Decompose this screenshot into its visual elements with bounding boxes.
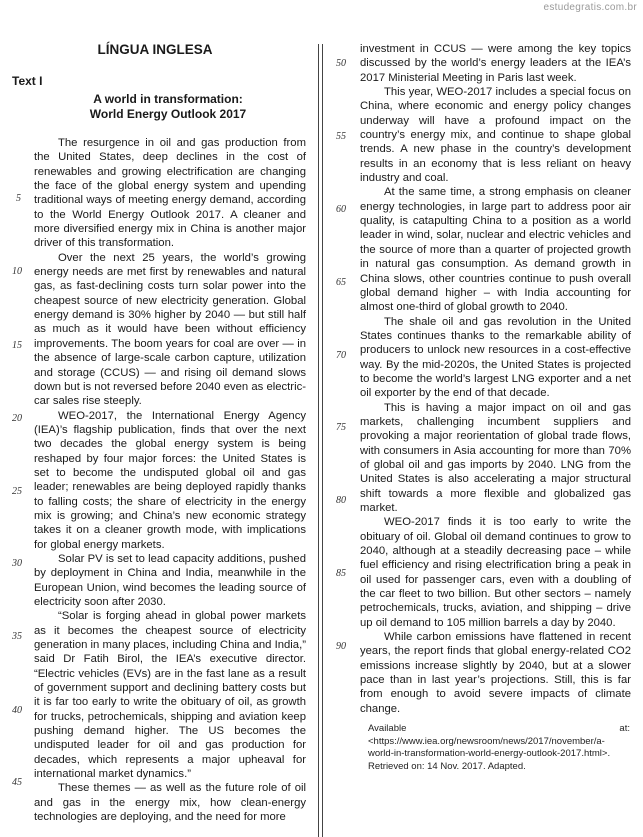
line-number: 60 (336, 204, 346, 215)
paragraph: Solar PV is set to lead capacity additions, pushed by deployment in China and India, meanwhile in the European Union, wind becomes the leading source of electricity soon after 2030. (34, 552, 306, 608)
paragraph: WEO-2017 finds it is too early to write the obituary of oil. Global oil demand continues to grow to 2040, although at a steadily decreasing pace – while fuel efficiency and rising electrification bring a peak in oil used for passenger cars, even with a doubling of the car fleet to two billion. But other sectors – namely petrochemicals, trucks, aviation, and shipping – drive up oil demand to 105 million barrels a day by 2040. (360, 516, 631, 629)
paragraph: The shale oil and gas revolution in the United States continues thanks to the remarkable ability of producers to unlock new resources in a cost-effective way. By the mid-2020s, the United States is projected to become the world’s largest LNG exporter and a net oil exporter by the end of that decade. (360, 315, 631, 400)
line-number: 45 (12, 777, 22, 788)
line-number: 75 (336, 422, 346, 433)
line-number: 35 (12, 631, 22, 642)
paragraph: These themes — as well as the future role of oil and gas in the energy mix, how clean-energy technologies are deploying, and the need for more (34, 782, 306, 824)
paragraph: The resurgence in oil and gas production from the United States, deep declines in the cost of renewables and growing electrification are changing the face of the global energy system and upending traditional ways of meeting energy demand, according to the World Energy Outlook 2017. A cleaner and more diversified energy mix in China is another major driver of this transformation. (34, 137, 306, 250)
article-title-line-1: A world in transformation: (93, 92, 243, 106)
line-number: 25 (12, 486, 22, 497)
right-column-text (360, 42, 631, 716)
paragraph: WEO-2017, the International Energy Agency (IEA)’s flagship publication, finds that over the next two decades the global energy system is being reshaped by four major forces: the United States is set to become the undisputed global oil and gas leader; renewables are being deployed rapidly thanks to falling costs; the share of electricity in the energy mix is growing; and China’s new economic strategy takes it on a cleaner growth mode, with implications for global energy markets. (34, 409, 306, 551)
paragraph: This year, WEO-2017 includes a special focus on China, where economic and energy policy changes underway will have a profound impact on the country’s energy mix, and continue to shape global trends. A new phase in the country’s development results in an economy that is less reliant on heavy industry and coal. (360, 86, 631, 185)
article-title-line-2: World Energy Outlook 2017 (89, 106, 247, 121)
paragraph: investment in CCUS — were among the key topics discussed by the world’s energy leaders at the IEA’s 2017 Ministerial Meeting in Paris last week. (360, 43, 631, 84)
line-number: 30 (12, 558, 22, 569)
paragraph: At the same time, a strong emphasis on cleaner energy technologies, in large part to address poor air quality, is catapulting China to a position as a world leader in wind, solar, nuclear and electric vehicles and the source of more than a quarter of projected growth in natural gas consumption. As demand growth in China slows, other countries continue to push overall global demand higher – with India accounting for almost one-third of global growth to 2040. (360, 186, 631, 314)
line-number: 70 (336, 350, 346, 361)
line-number: 15 (12, 340, 22, 351)
article-title (30, 92, 306, 121)
line-number: 5 (16, 193, 21, 204)
line-number: 20 (12, 413, 22, 424)
paragraph: This is having a major impact on oil and gas markets, challenging incumbent suppliers and provoking a major reorientation of global trade flows, with consumers in Asia accounting for more than 70% of global oil and gas imports by 2040. LNG from the United States is also accelerating a major structural shift towards a more flexible and globalized gas market. (360, 401, 631, 514)
line-number: 50 (336, 58, 346, 69)
section-heading: LÍNGUA INGLESA (97, 42, 213, 57)
text-label: Text I (12, 74, 43, 88)
source-citation: Available at: <https://www.iea.org/newsroom/news/2017/november/a-world-in-transformation-world-energy-outlook-2017.html>. Retrieved on: 14 Nov. 2017. Adapted. (368, 723, 630, 772)
site-watermark: estudegratis.com.br (543, 2, 637, 13)
line-number: 55 (336, 131, 346, 142)
paragraph: While carbon emissions have flattened in recent years, the report finds that global energy-related CO2 emissions increase slightly by 2040, but at a slower pace than in last year’s projections. Still, this is far from enough to avoid severe impacts of climate change. (360, 631, 631, 715)
line-number: 10 (12, 266, 22, 277)
line-number: 40 (12, 705, 22, 716)
line-number: 65 (336, 277, 346, 288)
line-number: 80 (336, 495, 346, 506)
line-number: 85 (336, 568, 346, 579)
paragraph: “Solar is forging ahead in global power markets as it becomes the cheapest source of electricity generation in many places, including China and India,” said Dr Fatih Birol, the IEA’s executive director. “Electric vehicles (EVs) are in the fast lane as a result of government support and declining battery costs but it is far too early to write the obituary of oil, as growth for trucks, petrochemicals, shipping and aviation keep pushing demand higher. The US becomes the undisputed leader for oil and gas production for decades, which represents a major upheaval for international market dynamics.” (34, 610, 306, 781)
left-column-text (34, 136, 306, 825)
column-divider (318, 44, 323, 837)
line-number: 90 (336, 641, 346, 652)
paragraph: Over the next 25 years, the world’s growing energy needs are met first by renewables and natural gas, as fast-declining costs turn solar power into the cheapest source of new electricity generation. Global energy demand is 30% higher by 2040 — but still half as much as it would have been without efficiency improvements. The boom years for coal are over — in the absence of large-scale carbon capture, utilization and storage (CCUS) — and rising oil demand slows down but is not reversed before 2040 even as electric-car sales rise steeply. (34, 251, 306, 408)
